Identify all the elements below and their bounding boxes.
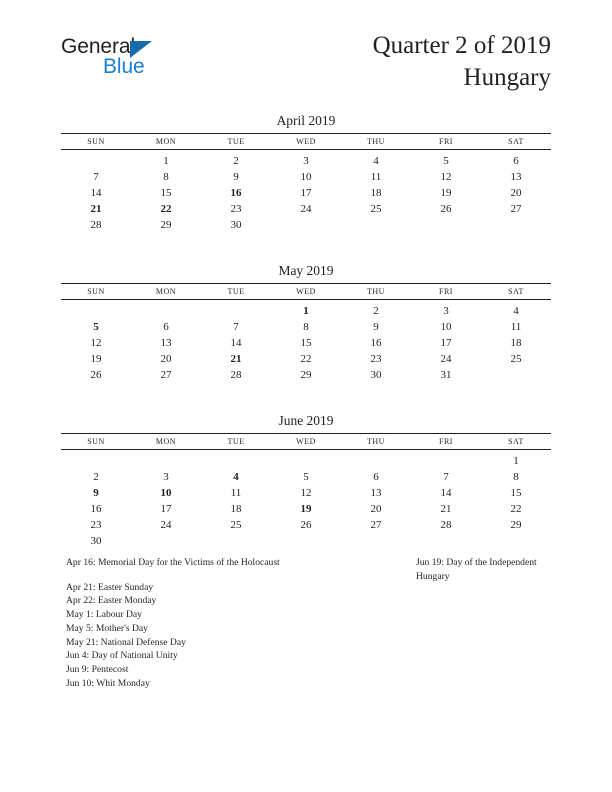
weekday-header-wed: WED — [271, 434, 341, 450]
weekday-header-tue: TUE — [201, 284, 271, 300]
day-cell-holiday[interactable]: 5 — [93, 321, 99, 333]
holiday-legend-item: Apr 22: Easter Monday — [66, 595, 157, 607]
week-row — [61, 185, 551, 201]
day-cell[interactable]: 25 — [370, 203, 382, 215]
holiday-legend — [61, 556, 551, 726]
month-block — [61, 262, 551, 383]
day-cell-holiday[interactable]: 21 — [90, 203, 102, 215]
day-cell-empty — [271, 217, 341, 233]
day-cell-empty — [201, 533, 271, 549]
month-block — [61, 112, 551, 233]
month-block — [61, 412, 551, 549]
day-cell-empty — [481, 533, 551, 549]
week-row — [61, 501, 551, 517]
day-cell-empty — [411, 217, 481, 233]
week-row — [61, 367, 551, 383]
weekday-header-sun: SUN — [61, 284, 131, 300]
week-row — [61, 217, 551, 233]
day-cell[interactable]: 14 — [90, 187, 102, 199]
day-cell-empty — [131, 450, 201, 470]
day-cell-holiday[interactable]: 21 — [230, 353, 242, 365]
day-cell[interactable]: 4 — [373, 155, 379, 167]
weekday-header-row — [61, 434, 551, 450]
brand-name-general: General — [61, 35, 136, 58]
day-cell[interactable]: 1 — [513, 455, 519, 467]
month-grid — [61, 283, 551, 383]
day-cell[interactable]: 3 — [163, 471, 169, 483]
day-cell[interactable]: 12 — [90, 337, 102, 349]
day-cell[interactable]: 9 — [373, 321, 379, 333]
day-cell-empty — [411, 450, 481, 470]
day-cell[interactable]: 24 — [160, 519, 172, 531]
day-cell[interactable]: 24 — [440, 353, 452, 365]
day-cell[interactable]: 28 — [230, 369, 242, 381]
day-cell[interactable]: 12 — [440, 171, 452, 183]
day-cell[interactable]: 2 — [373, 305, 379, 317]
holiday-legend-item: May 21: National Defense Day — [66, 636, 186, 648]
day-cell[interactable]: 23 — [90, 519, 102, 531]
day-cell[interactable]: 14 — [230, 337, 242, 349]
week-row — [61, 351, 551, 367]
day-cell-holiday[interactable]: 4 — [233, 471, 239, 483]
weekday-header-mon: MON — [131, 134, 201, 150]
day-cell[interactable]: 2 — [233, 155, 239, 167]
weekday-header-mon: MON — [131, 434, 201, 450]
day-cell[interactable]: 8 — [303, 321, 309, 333]
weekday-header-tue: TUE — [201, 434, 271, 450]
day-cell[interactable]: 16 — [90, 503, 102, 515]
day-cell-empty — [201, 450, 271, 470]
day-cell[interactable]: 11 — [510, 321, 522, 333]
day-cell[interactable]: 15 — [300, 337, 312, 349]
day-cell[interactable]: 6 — [163, 321, 169, 333]
month-title: May 2019 — [278, 263, 334, 278]
day-cell-empty — [411, 533, 481, 549]
day-cell-holiday[interactable]: 10 — [160, 487, 172, 499]
holiday-legend-left-column — [66, 556, 406, 690]
day-cell[interactable]: 20 — [370, 503, 382, 515]
week-row — [61, 150, 551, 170]
day-cell[interactable]: 8 — [163, 171, 169, 183]
holiday-legend-item: Jun 10: Whit Monday — [66, 677, 150, 689]
day-cell-holiday[interactable]: 16 — [230, 187, 242, 199]
week-row — [61, 319, 551, 335]
day-cell-empty — [341, 533, 411, 549]
day-cell[interactable]: 25 — [510, 353, 522, 365]
day-cell[interactable]: 18 — [510, 337, 522, 349]
day-cell-holiday[interactable]: 19 — [300, 503, 312, 515]
week-row — [61, 335, 551, 351]
day-cell[interactable]: 26 — [300, 519, 312, 531]
day-cell[interactable]: 29 — [510, 519, 522, 531]
weekday-header-sat: SAT — [481, 134, 551, 150]
week-row — [61, 450, 551, 470]
day-cell[interactable]: 27 — [160, 369, 172, 381]
page-header — [0, 0, 612, 100]
weekday-header-thu: THU — [341, 134, 411, 150]
day-cell[interactable]: 31 — [440, 369, 452, 381]
holiday-legend-item: May 1: Labour Day — [66, 609, 142, 621]
weekday-header-mon: MON — [131, 284, 201, 300]
weekday-header-wed: WED — [271, 134, 341, 150]
day-cell-empty — [131, 300, 201, 320]
day-cell[interactable]: 16 — [370, 337, 382, 349]
day-cell[interactable]: 15 — [510, 487, 522, 499]
day-cell[interactable]: 18 — [370, 187, 382, 199]
day-cell[interactable]: 22 — [510, 503, 522, 515]
holiday-legend-item: Jun 9: Pentecost — [66, 663, 129, 675]
weekday-header-sun: SUN — [61, 134, 131, 150]
day-cell[interactable]: 8 — [513, 471, 519, 483]
day-cell[interactable]: 3 — [303, 155, 309, 167]
month-grid — [61, 133, 551, 233]
day-cell[interactable]: 10 — [300, 171, 312, 183]
day-cell[interactable]: 19 — [440, 187, 452, 199]
day-cell[interactable]: 10 — [440, 321, 452, 333]
day-cell-holiday[interactable]: 1 — [303, 305, 309, 317]
weekday-header-row — [61, 284, 551, 300]
day-cell[interactable]: 9 — [233, 171, 239, 183]
weekday-header-thu: THU — [341, 284, 411, 300]
day-cell-empty — [131, 533, 201, 549]
week-row — [61, 169, 551, 185]
weekday-header-sat: SAT — [481, 434, 551, 450]
day-cell[interactable]: 6 — [513, 155, 519, 167]
weekday-header-thu: THU — [341, 434, 411, 450]
day-cell-empty — [201, 300, 271, 320]
week-row — [61, 517, 551, 533]
day-cell[interactable]: 2 — [93, 471, 99, 483]
day-cell[interactable]: 7 — [233, 321, 239, 333]
weekday-header-sun: SUN — [61, 434, 131, 450]
day-cell[interactable]: 19 — [90, 353, 102, 365]
holiday-legend-item: May 5: Mother's Day — [66, 622, 148, 634]
day-cell[interactable]: 17 — [300, 187, 312, 199]
day-cell[interactable]: 30 — [90, 535, 102, 547]
day-cell[interactable]: 23 — [230, 203, 242, 215]
day-cell[interactable]: 26 — [90, 369, 102, 381]
day-cell[interactable]: 22 — [300, 353, 312, 365]
day-cell[interactable]: 29 — [300, 369, 312, 381]
day-cell-empty — [271, 450, 341, 470]
day-cell[interactable]: 13 — [510, 171, 522, 183]
holiday-legend-item: Jun 19: Day of the Independent Hungary — [416, 557, 537, 582]
day-cell-empty — [61, 150, 131, 170]
weekday-header-sat: SAT — [481, 284, 551, 300]
day-cell[interactable]: 15 — [160, 187, 172, 199]
weekday-header-tue: TUE — [201, 134, 271, 150]
day-cell-empty — [341, 217, 411, 233]
weekday-header-wed: WED — [271, 284, 341, 300]
day-cell[interactable]: 26 — [440, 203, 452, 215]
day-cell-empty — [271, 533, 341, 549]
day-cell-empty — [341, 450, 411, 470]
day-cell[interactable]: 5 — [443, 155, 449, 167]
day-cell[interactable]: 13 — [370, 487, 382, 499]
day-cell[interactable]: 24 — [300, 203, 312, 215]
day-cell[interactable]: 28 — [440, 519, 452, 531]
day-cell[interactable]: 21 — [440, 503, 452, 515]
day-cell[interactable]: 4 — [513, 305, 519, 317]
week-row — [61, 201, 551, 217]
day-cell-empty — [481, 217, 551, 233]
holiday-legend-right-column — [416, 556, 556, 583]
holiday-legend-item: Apr 16: Memorial Day for the Victims of the Holocaust — [66, 557, 280, 568]
day-cell[interactable]: 17 — [160, 503, 172, 515]
day-cell-empty — [61, 300, 131, 320]
month-title: April 2019 — [276, 113, 336, 128]
holiday-legend-item: Apr 21: Easter Sunday — [66, 581, 154, 593]
day-cell[interactable]: 20 — [160, 353, 172, 365]
week-row — [61, 533, 551, 549]
brand-name-blue: Blue — [103, 55, 145, 78]
day-cell[interactable]: 13 — [160, 337, 172, 349]
week-row — [61, 485, 551, 501]
day-cell[interactable]: 5 — [303, 471, 309, 483]
day-cell[interactable]: 20 — [510, 187, 522, 199]
week-row — [61, 300, 551, 320]
day-cell[interactable]: 12 — [300, 487, 312, 499]
day-cell[interactable]: 27 — [510, 203, 522, 215]
page-title — [373, 30, 551, 94]
day-cell[interactable]: 27 — [370, 519, 382, 531]
day-cell[interactable]: 6 — [373, 471, 379, 483]
day-cell[interactable]: 28 — [90, 219, 102, 231]
page-title-quarter: Quarter 2 of 2019 — [372, 32, 551, 59]
day-cell-empty — [481, 367, 551, 383]
day-cell[interactable]: 7 — [93, 171, 99, 183]
day-cell[interactable]: 17 — [440, 337, 452, 349]
day-cell-empty — [61, 450, 131, 470]
brand-logo[interactable] — [61, 36, 261, 84]
weekday-header-fri: FRI — [411, 134, 481, 150]
day-cell[interactable]: 7 — [443, 471, 449, 483]
day-cell[interactable]: 3 — [443, 305, 449, 317]
month-title: June 2019 — [278, 413, 334, 428]
day-cell[interactable]: 18 — [230, 503, 242, 515]
page-title-country: Hungary — [463, 64, 551, 91]
weekday-header-fri: FRI — [411, 434, 481, 450]
day-cell[interactable]: 29 — [160, 219, 172, 231]
week-row — [61, 469, 551, 485]
day-cell[interactable]: 1 — [163, 155, 169, 167]
day-cell[interactable]: 11 — [370, 171, 382, 183]
day-cell[interactable]: 11 — [230, 487, 242, 499]
holiday-legend-item: Jun 4: Day of National Unity — [66, 650, 178, 662]
day-cell[interactable]: 23 — [370, 353, 382, 365]
month-grid — [61, 433, 551, 549]
day-cell-holiday[interactable]: 9 — [93, 487, 99, 499]
day-cell-holiday[interactable]: 22 — [160, 203, 172, 215]
weekday-header-fri: FRI — [411, 284, 481, 300]
day-cell[interactable]: 14 — [440, 487, 452, 499]
day-cell[interactable]: 30 — [230, 219, 242, 231]
day-cell[interactable]: 25 — [230, 519, 242, 531]
weekday-header-row — [61, 134, 551, 150]
day-cell[interactable]: 30 — [370, 369, 382, 381]
